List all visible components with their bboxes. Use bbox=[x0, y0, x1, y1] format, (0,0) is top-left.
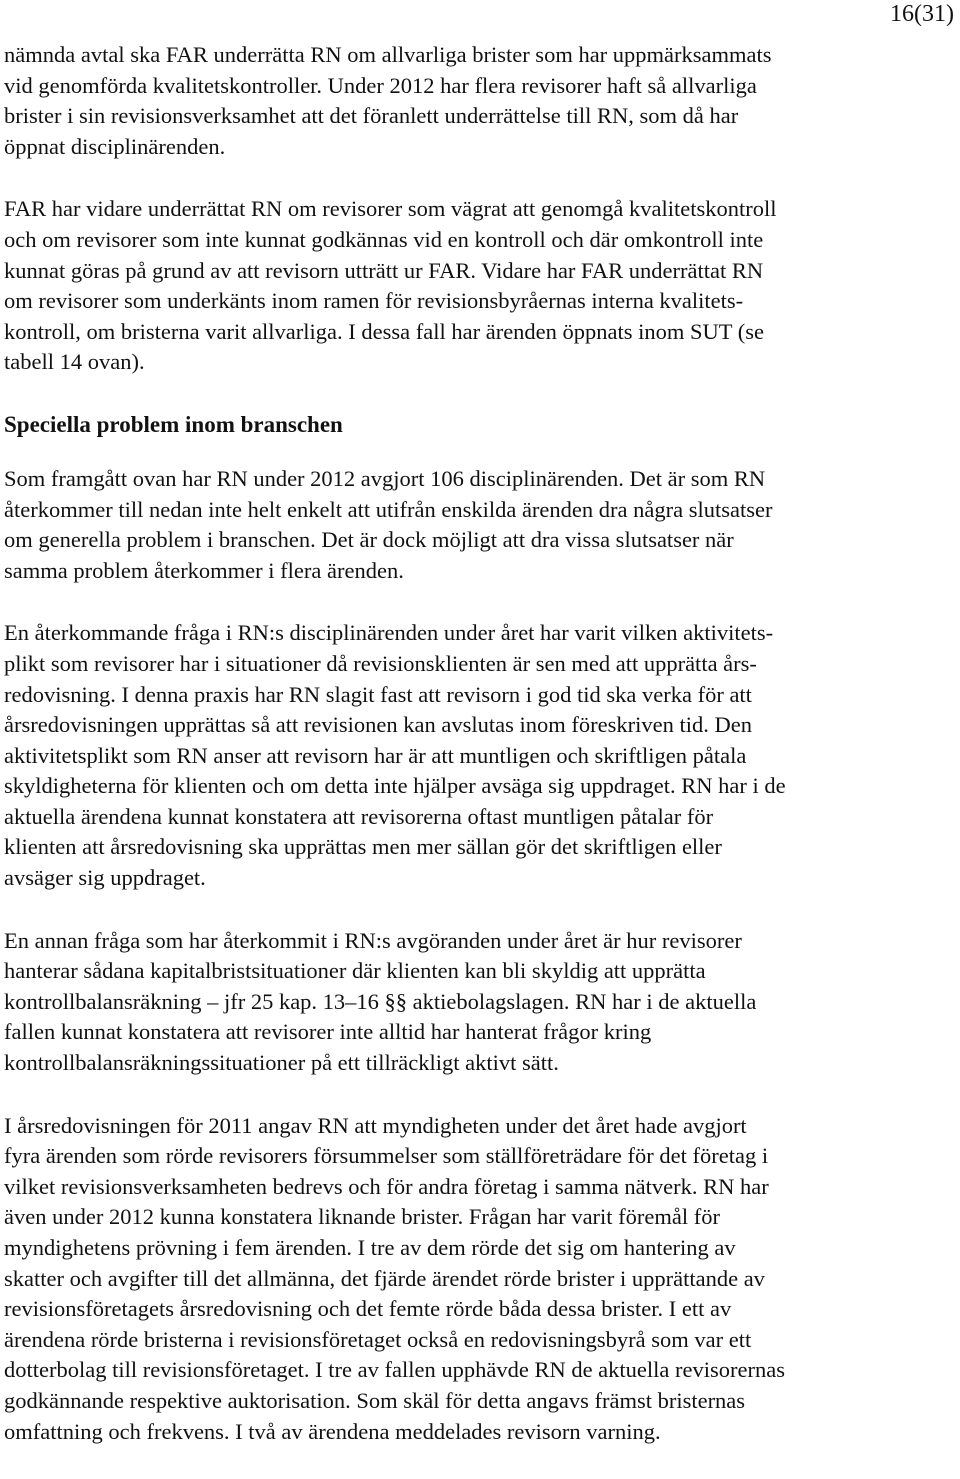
paragraph-annual-report-2011: I årsredovisningen för 2011 angav RN att myndigheten under det året hade avgjort fyra ärenden som rörde revisorers försummelser som ställföreträdare för det företag i vilket revisionsverksamheten bedrevs och för andra företag i samma nätverk. RN har även under 2012 kunna konstatera liknande brister. Frågan har varit föremål för myndighetens prövning i fem ärenden. I tre av dem rörde det sig om hantering av skatter och avgifter till det allmänna, det fjärde ärendet rörde brister i upprättande av revisionsföretagets årsredovisning och det femte rörde båda dessa brister. I ett av ärendena rörde bristerna i revisionsföretaget också en redovisningsbyrå som var ett dotterbolag till revisionsföretaget. I tre av fallen upphävde RN de aktuella revisorernas godkännande respektive auktorisation. Som skäl för detta angavs främst bristernas omfattning och frekvens. I två av ärendena meddelades revisorn varning. bbox=[4, 1112, 785, 1444]
paragraph-capital-deficiency: En annan fråga som har återkommit i RN:s avgöranden under året är hur revisorer hanterar sådana kapitalbristsituationer där klienten kan bli skyldig att upprätta kontrollbalansräkning – jfr 25 kap. 13–16 §§ aktiebolagslagen. RN har i de aktuella fallen kunnat konstatera att revisorer inte alltid har hanterat frågor kring kontrollbalansräkningssituationer på ett tillräckligt aktivt sätt. bbox=[4, 927, 757, 1076]
paragraph-far-notification: nämnda avtal ska FAR underrätta RN om allvarliga brister som har uppmärksammats vid genomförda kvalitetskontroller. Under 2012 har flera revisorer haft så allvarliga brister i sin revisionsverksamhet att det föranlett underrättelse till RN, som då har öppnat disciplinärenden. bbox=[4, 42, 772, 159]
paragraph-activity-duty: En återkommande fråga i RN:s disciplinärenden under året har varit vilken aktivitets- plikt som revisorer har i situationer då revisionsklienten är sen med att upprätta års- redovisning. I denna praxis har RN slagit fast att revisorn i god tid ska verka för att årsredovisningen upprättas så att revisionen kan avslutas inom föreskriven tid. Den aktivitetsplikt som RN anser att revisorn har är att muntligen och skriftligen påtala skyldigheterna för klienten och om detta inte hjälper avsäga sig uppdraget. RN har i de aktuella ärendena kunnat konstatera att revisorerna oftast muntligen påtalar för klienten att årsredovisning ska upprättas men mer sällan gör det skriftligen eller avsäger sig uppdraget. bbox=[4, 620, 786, 891]
document-body bbox=[4, 40, 954, 1479]
section-heading: Speciella problem inom branschen bbox=[4, 411, 343, 437]
paragraph-far-refusals: FAR har vidare underrättat RN om revisorer som vägrat att genomgå kvalitetskontroll och om revisorer som inte kunnat godkännas vid en kontroll och där omkontroll inte kunnat göras på grund av att revisorn utträtt ur FAR. Vidare har FAR underrättat RN om revisorer som underkänts inom ramen för revisionsbyråernas interna kvalitets- kontroll, om bristerna varit allvarliga. I dessa fall har ärenden öppnats inom SUT (se tabell 14 ovan). bbox=[4, 196, 777, 375]
page-number: 16(31) bbox=[890, 1, 954, 27]
paragraph-decided-cases: Som framgått ovan har RN under 2012 avgjort 106 disciplinärenden. Det är som RN återkommer till nedan inte helt enkelt att utifrån enskilda ärenden dra några slutsatser om generella problem i branschen. Det är dock möjligt att dra vissa slutsatser när samma problem återkommer i flera ärenden. bbox=[4, 465, 773, 583]
